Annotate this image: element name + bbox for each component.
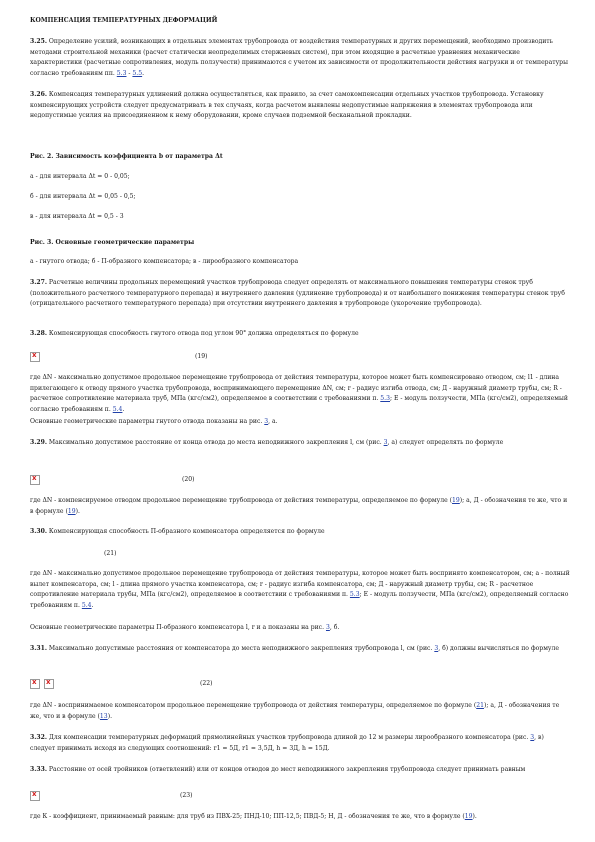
link-5-5[interactable]: 5.5 bbox=[132, 69, 143, 77]
paragraph-3-32: 3.32. Для компенсации температурных деформаций прямолинейных участков трубопровода длиной до 12 м размеры лирообразного компенсатора (рис. 3, в) следует принимать исходя из следующих соотношений: r1 = 5Д, r1 = 3,5Д, h = 3Д, h = 15Д. bbox=[30, 734, 544, 752]
link-formula-21[interactable]: 21 bbox=[476, 702, 484, 709]
link-5-4[interactable]: 5.4 bbox=[112, 405, 123, 413]
link-figure-3[interactable]: 3 bbox=[530, 734, 535, 741]
paragraph-3-28: 3.28. Компенсирующая способность гнутого отвода под углом 90° должна определяться по формуле bbox=[30, 330, 359, 337]
item-number: 3.28. bbox=[30, 330, 47, 337]
item-number: 3.30. bbox=[30, 528, 47, 535]
formula-22 bbox=[30, 678, 570, 690]
formula-19 bbox=[30, 351, 570, 363]
broken-image-icon bbox=[44, 679, 54, 689]
paragraph-3-33: 3.33. Расстояние от осей тройников (ответвлений) или от концов отводов до мест неподвижного закрепления трубопровода следует принимать равным bbox=[30, 766, 526, 773]
item-number: 3.26. bbox=[30, 91, 47, 98]
paragraph-3-26: 3.26. Компенсация температурных удлинений должна осуществляться, как правило, за счет самокомпенсации отдельных участков трубопровода. Установку компенсирующих устройств следует предусматривать в тех случаях, когда расчетом выявлены недопустимые напряжения в элементах трубопровода или недопустимые усилия на присоединенном к нему оборудовании, кроме случаев подземной бесканальной прокладки. bbox=[30, 91, 544, 120]
link-formula-13[interactable]: 13 bbox=[99, 712, 108, 720]
broken-image-icon bbox=[30, 475, 40, 485]
paragraph-3-33-where: где К - коэффициент, принимаемый равным: для труб из ПВХ-25; ПНД-10; ПП-12,5; ПВД-5; Н, Д - обозначения те же, что в формуле (19). bbox=[30, 813, 477, 820]
paragraph-3-30-geometry: Основные геометрические параметры П-образного компенсатора l, r и а показаны на рис. 3, б. bbox=[30, 624, 340, 631]
formula-number: (23) bbox=[180, 792, 193, 799]
paragraph-3-28-geometry: Основные геометрические параметры гнутого отвода показаны на рис. 3, а. bbox=[30, 418, 278, 425]
link-figure-3[interactable]: 3 bbox=[383, 439, 388, 446]
item-number: 3.33. bbox=[30, 766, 47, 773]
paragraph-3-31-where: где ΔN - воспринимаемое компенсатором продольное перемещение трубопровода от действия температуры, определяемое по формуле (21); а, Д - обозначения те же, что и в формуле (13). bbox=[30, 702, 560, 720]
paragraph-3-25: 3.25. Определение усилий, возникающих в отдельных элементах трубопровода от воздействия температурных и других перемещений, необходимо производить методами строительной механики (расчет статически неопределимых стержневых систем), при этом входящие в расчетные уравнения механические характеристики (расчетные сопротивления, модуль ползучести) принимаются с учетом их зависимости от продолжительности действия нагрузки и от температуры согласно требованиям пп. 5.3 - 5.5. bbox=[30, 38, 568, 77]
paragraph-3-28-where: где ΔN - максимально допустимое продольное перемещение трубопровода от действия температуры, которое может быть компенсировано отводом, см; l1 - длина прилегающего к отводу прямого участка трубопровода, воспринимающего перемещение ΔN, см; r - радиус изгиба отвода, см; Д - наружный диаметр трубы, см; R - расчетное сопротивление материала труб, МПа (кгс/см2), определяемое в соответствии с требованиями п. 5.3; Е - модуль ползучести, МПа (кгс/см2), определяемый согласно требованиям п. 5.4. bbox=[30, 374, 568, 413]
item-number: 3.29. bbox=[30, 439, 47, 446]
item-number: 3.32. bbox=[30, 734, 47, 741]
link-5-4[interactable]: 5.4 bbox=[81, 601, 92, 609]
figure-2-item-b: б - для интервала Δt = 0,05 - 0,5; bbox=[30, 193, 136, 200]
link-5-3[interactable]: 5.3 bbox=[349, 591, 360, 599]
link-5-3[interactable]: 5.3 bbox=[380, 395, 390, 403]
figure-2-caption: Рис. 2. Зависимость коэффициента b от параметра Δt bbox=[30, 153, 223, 160]
item-number: 3.27. bbox=[30, 279, 47, 286]
link-formula-19[interactable]: 19 bbox=[67, 507, 76, 515]
formula-20 bbox=[30, 474, 570, 486]
paragraph-3-31: 3.31. Максимально допустимые расстояния от компенсатора до места неподвижного закрепления трубопровода l, см (рис. 3, б) должны вычисляться по формуле bbox=[30, 645, 559, 652]
figure-3-legend: а - гнутого отвода; б - П-образного компенсатора; в - лирообразного компенсатора bbox=[30, 258, 299, 265]
figure-3-caption: Рис. 3. Основные геометрические параметры bbox=[30, 239, 195, 246]
item-number: 3.31. bbox=[30, 645, 47, 652]
link-figure-3[interactable]: 3 bbox=[264, 418, 269, 425]
link-formula-19[interactable]: 19 bbox=[464, 813, 473, 820]
link-figure-3[interactable]: 3 bbox=[325, 624, 330, 631]
paragraph-3-27: 3.27. Расчетные величины продольных перемещений участков трубопровода следует определять от максимального повышения температуры стенок труб (положительного расчетного температурного перепада) и внутреннего давления (удлинение трубопровода) и от наибольшего понижения температуры стенок труб (отрицательного расчетного температурного перепада) при отсутствии внутреннего давления в трубопроводе (укорочение трубопровода). bbox=[30, 279, 565, 308]
paragraph-3-30: 3.30. Компенсирующая способность П-образного компенсатора определяется по формуле bbox=[30, 528, 325, 535]
formula-number: (19) bbox=[195, 353, 208, 360]
formula-23 bbox=[30, 790, 570, 802]
section-title: КОМПЕНСАЦИЯ ТЕМПЕРАТУРНЫХ ДЕФОРМАЦИЙ bbox=[30, 17, 218, 24]
broken-image-icon bbox=[30, 791, 40, 801]
item-number: 3.25. bbox=[30, 38, 47, 45]
paragraph-3-29: 3.29. Максимально допустимое расстояние от конца отвода до места неподвижного закрепления l, см (рис. 3, а) следует определять по формуле bbox=[30, 439, 504, 446]
link-formula-19[interactable]: 19 bbox=[452, 497, 460, 504]
broken-image-icon bbox=[30, 352, 40, 362]
paragraph-3-29-where: где ΔN - компенсируемое отводом продольное перемещение трубопровода от действия температуры, определяемое по формуле (19); а, Д - обозначения те же, что и в формуле (19). bbox=[30, 497, 568, 515]
paragraph-3-30-where: где ΔN - максимально допустимое продольное перемещение трубопровода от действия температуры, которое может быть воспринято компенсатором, см; а - полный вылет компенсатора, см; l - длина прямого участка компенсатора, см; r - радиус изгиба компенсатора, см; Д - наружный диаметр трубы, см; R - расчетное сопротивление материала трубы, МПа (кгс/см2), определяемое в соответствии с требованиями п. 5.3; Е - модуль ползучести, МПа (кгс/см2), определяемый согласно требованиям п. 5.4. bbox=[30, 570, 570, 609]
figure-2-item-c: в - для интервала Δt = 0,5 - 3 bbox=[30, 213, 124, 220]
formula-number: (21) bbox=[104, 550, 117, 557]
link-5-3[interactable]: 5.3 bbox=[116, 69, 127, 77]
figure-2-item-a: а - для интервала Δt = 0 - 0,05; bbox=[30, 173, 130, 180]
formula-21 bbox=[30, 548, 570, 560]
broken-image-icon bbox=[30, 679, 40, 689]
link-figure-3[interactable]: 3 bbox=[434, 645, 439, 652]
formula-number: (22) bbox=[200, 680, 213, 687]
formula-number: (20) bbox=[182, 476, 195, 483]
